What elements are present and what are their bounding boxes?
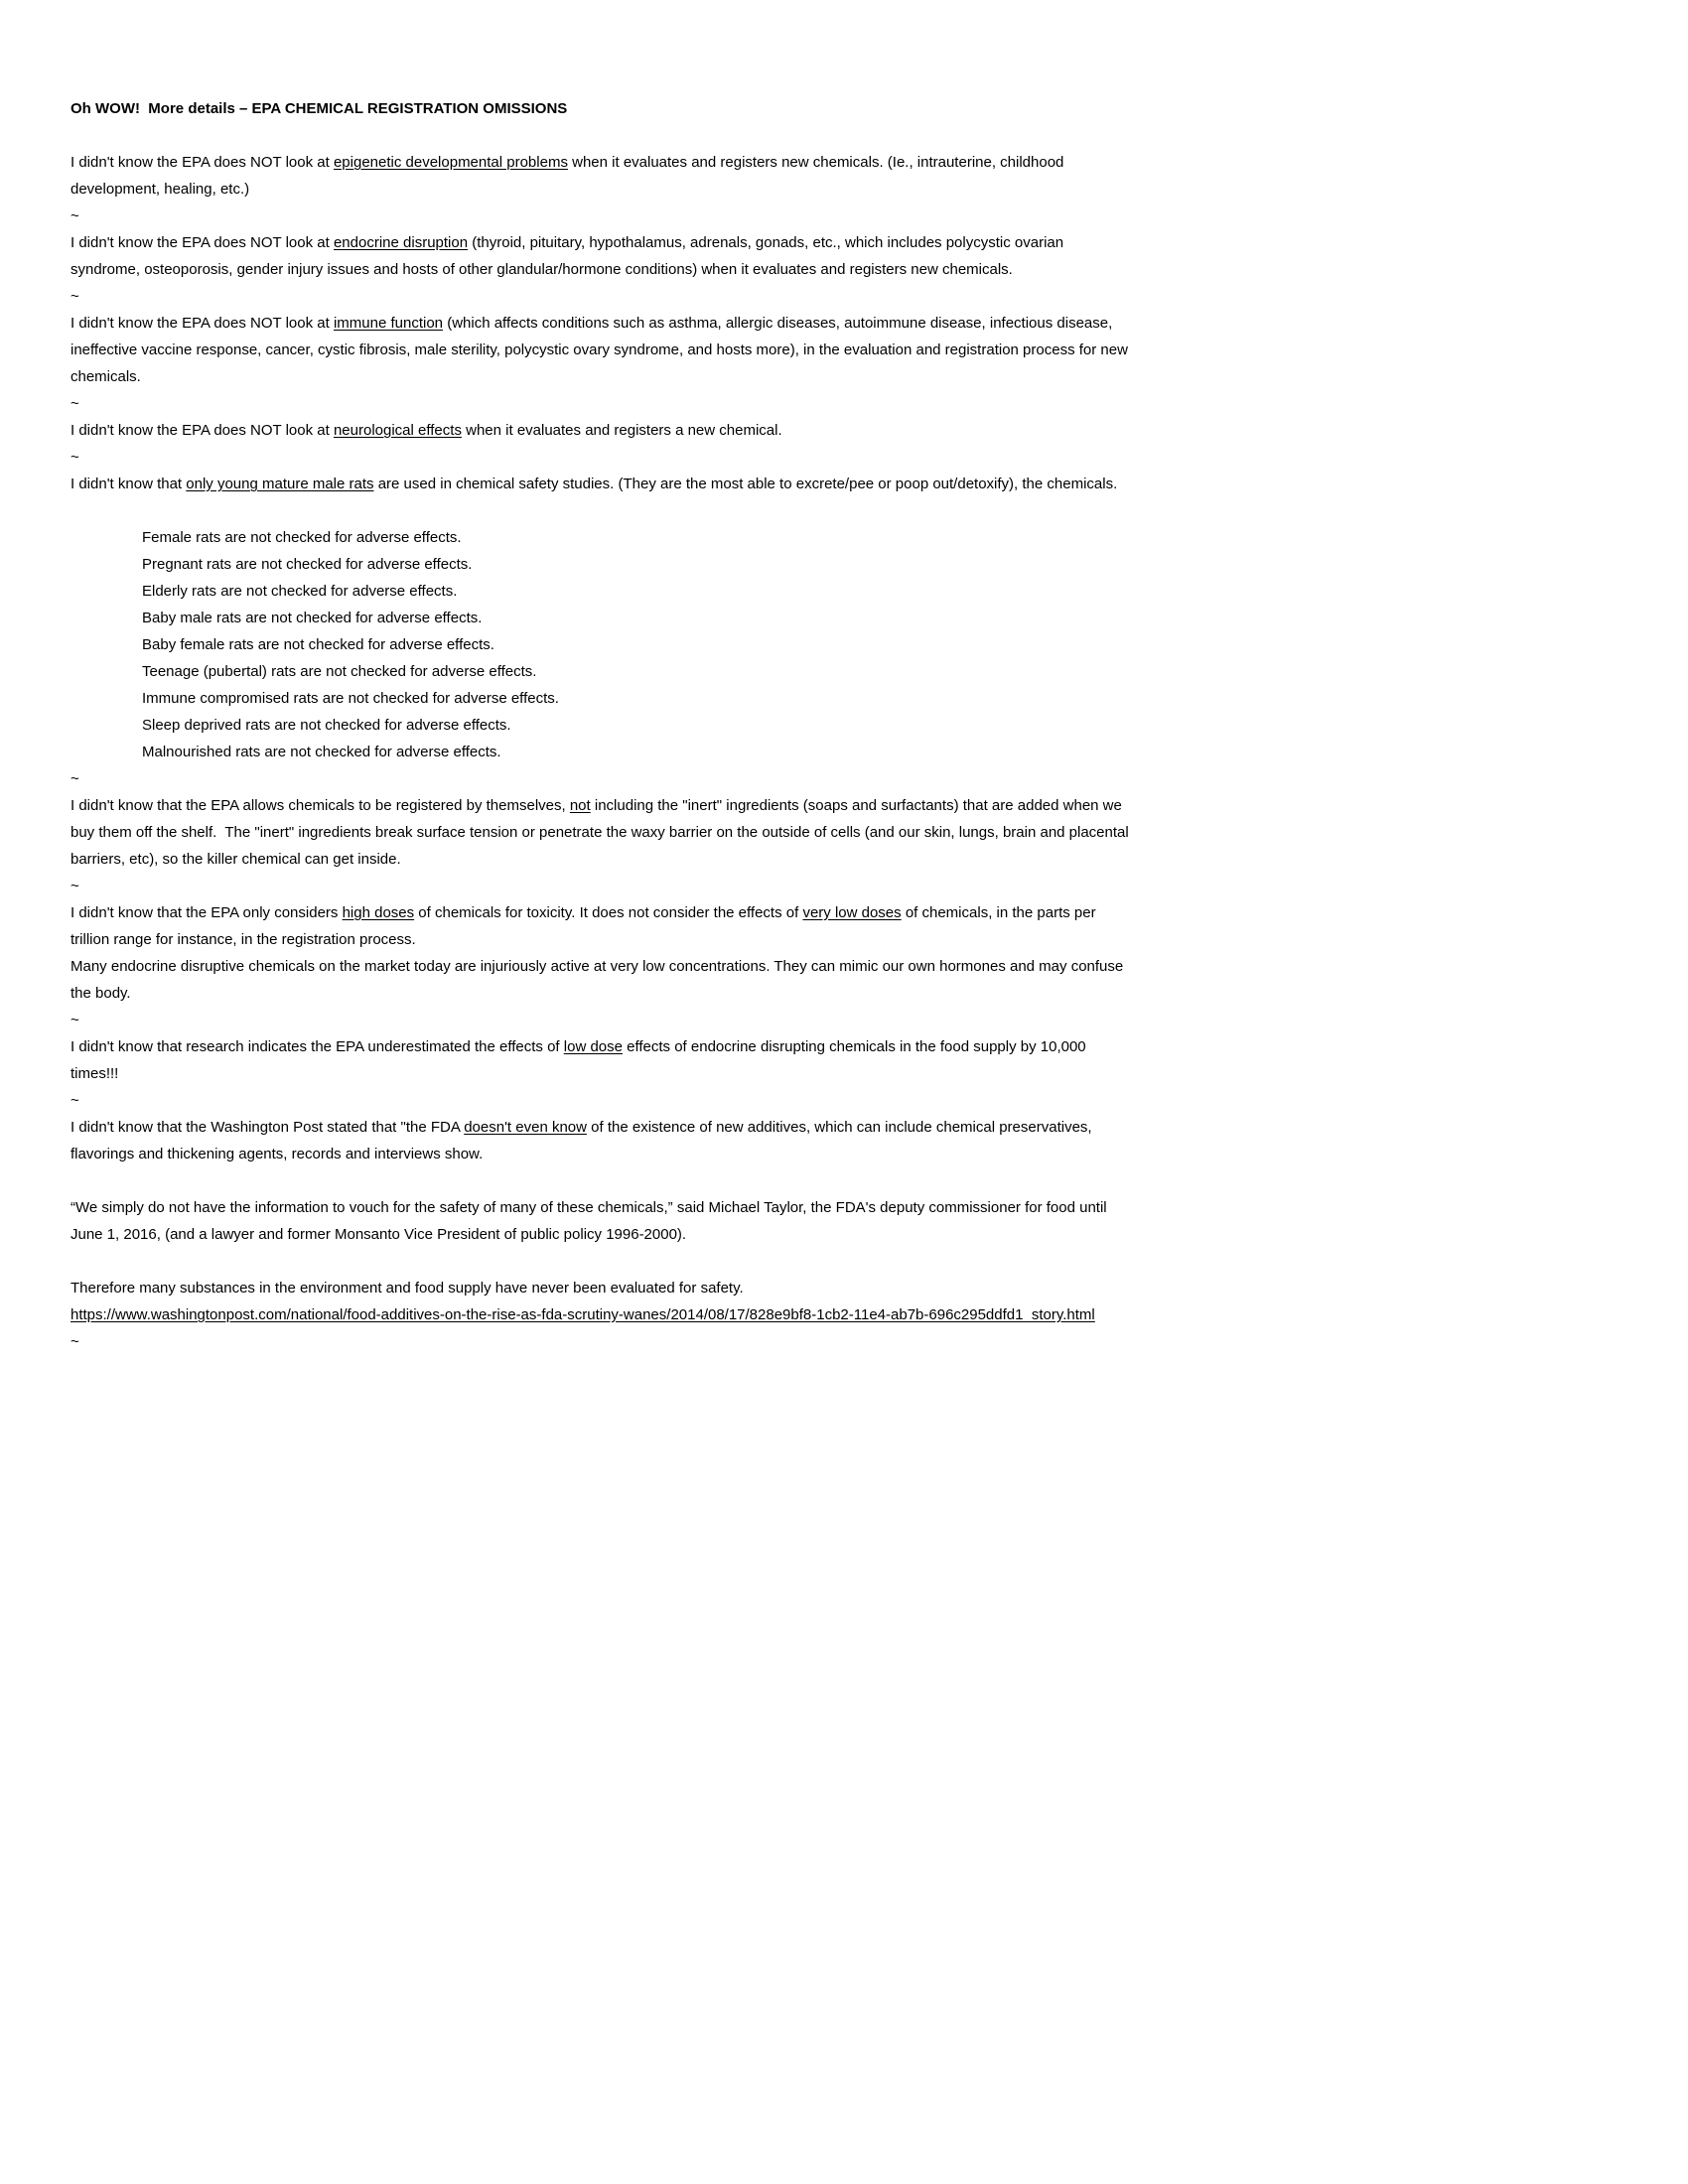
blank-line xyxy=(70,1248,1131,1275)
rat-list-item xyxy=(70,605,1131,631)
para-endocrine-disruption xyxy=(70,229,1131,283)
underlined-phrase: high doses xyxy=(342,904,415,921)
rat-list-item xyxy=(70,578,1131,605)
tilde-separator: ~ xyxy=(70,1092,79,1109)
text-run: I didn't know the EPA does NOT look at xyxy=(70,234,334,251)
text-run: Therefore many substances in the environment and food supply have never been evaluated for safety. xyxy=(70,1280,744,1297)
text-run: Baby male rats are not checked for adverse effects. xyxy=(142,610,483,626)
document-body xyxy=(70,122,1131,1355)
text-run: of the existence of new additives, which can include chemical preservatives, flavorings and thickening agents, records and interviews show. xyxy=(70,1119,1096,1162)
text-run: when it evaluates and registers new chemicals. (Ie., intrauterine, childhood development, healing, etc.) xyxy=(70,154,1068,198)
rat-list-item xyxy=(70,658,1131,685)
washingtonpost-link xyxy=(70,1301,1131,1328)
text-run: I didn't know that xyxy=(70,476,187,492)
text-run: effects of endocrine disrupting chemicals in the food supply by 10,000 times!!! xyxy=(70,1038,1090,1082)
washingtonpost-link[interactable] xyxy=(70,1306,1095,1323)
tilde-separator: ~ xyxy=(70,288,79,305)
blank-line xyxy=(70,1167,1131,1194)
underlined-phrase: low dose xyxy=(563,1038,623,1055)
blank-line xyxy=(70,497,1131,524)
text-run: I didn't know that the Washington Post stated that "the FDA xyxy=(70,1119,465,1136)
para-low-dose-underestimate xyxy=(70,1033,1131,1087)
text-run: Baby female rats are not checked for adverse effects. xyxy=(142,636,494,653)
document-page xyxy=(0,0,1131,1355)
para-epigenetic xyxy=(70,149,1131,203)
tilde-separator: ~ xyxy=(70,1333,79,1350)
rat-list-item xyxy=(70,739,1131,765)
text-run: I didn't know that research indicates the EPA underestimated the effects of xyxy=(70,1038,564,1055)
tilde-separator: ~ xyxy=(70,878,79,894)
underlined-phrase: not xyxy=(569,797,591,814)
text-run: Pregnant rats are not checked for adverse effects. xyxy=(142,556,473,573)
underlined-phrase: doesn't even know xyxy=(464,1119,587,1136)
para-never-evaluated xyxy=(70,1275,1131,1301)
text-run: I didn't know that the EPA only considers xyxy=(70,904,343,921)
rat-list-item xyxy=(70,712,1131,739)
underlined-phrase: https://www.washingtonpost.com/national/food-additives-on-the-rise-as-fda-scrutiny-wanes/2014/08/17/828e9bf8-1cb2-11e4-ab7b-696c295ddfd1_story.html xyxy=(70,1306,1095,1323)
underlined-phrase: endocrine disruption xyxy=(333,234,469,251)
text-run: Many endocrine disruptive chemicals on the market today are injuriously active at very low concentrations. They can mimic our own hormones and may confuse the body. xyxy=(70,958,1128,1002)
rat-list-item xyxy=(70,524,1131,551)
blank-line xyxy=(70,122,1131,149)
text-run: I didn't know the EPA does NOT look at xyxy=(70,422,334,439)
text-run: Malnourished rats are not checked for adverse effects. xyxy=(142,744,501,760)
tilde-separator: ~ xyxy=(70,449,79,466)
para-inert-ingredients xyxy=(70,792,1131,873)
text-run: of chemicals for toxicity. It does not consider the effects of xyxy=(414,904,803,921)
underlined-phrase: very low doses xyxy=(802,904,902,921)
text-run: (which affects conditions such as asthma, allergic diseases, autoimmune disease, infectious disease, ineffective vaccine response, cancer, cystic fibrosis, male sterility, polycystic ovary syndrome, and hosts more), in the evaluation and registration process for new chemicals. xyxy=(70,315,1133,385)
tilde-separator: ~ xyxy=(70,395,79,412)
tilde-separator: ~ xyxy=(70,1012,79,1028)
text-run: including the "inert" ingredients (soaps and surfactants) that are added when we buy them off the shelf. The "inert" ingredients break surface tension or penetrate the waxy barrier on the outside of cells (and our skin, lungs, brain and placental barriers, etc), so the killer chemical can get inside. xyxy=(70,797,1133,868)
tilde-separator: ~ xyxy=(70,207,79,224)
para-neurological-effects xyxy=(70,417,1131,444)
rat-list-item xyxy=(70,631,1131,658)
rat-list-item xyxy=(70,551,1131,578)
text-run: I didn't know the EPA does NOT look at xyxy=(70,154,334,171)
para-michael-taylor-quote xyxy=(70,1194,1131,1248)
text-run: Teenage (pubertal) rats are not checked for adverse effects. xyxy=(142,663,537,680)
text-run: when it evaluates and registers a new chemical. xyxy=(461,422,782,439)
text-run: (thyroid, pituitary, hypothalamus, adrenals, gonads, etc., which includes polycystic ovarian syndrome, osteoporosis, gender injury issues and hosts of other glandular/hormone conditions) when it evaluates and registers new chemicals. xyxy=(70,234,1068,278)
tilde-separator: ~ xyxy=(70,770,79,787)
text-run: “We simply do not have the information to vouch for the safety of many of these chemicals,” said Michael Taylor, the FDA's deputy commissioner for food until June 1, 2016, (and a lawyer and former Monsanto Vice President of public policy 1996-2000). xyxy=(70,1199,1111,1243)
text-run: I didn't know that the EPA allows chemicals to be registered by themselves, xyxy=(70,797,570,814)
para-high-doses xyxy=(70,899,1131,953)
para-immune-function xyxy=(70,310,1131,390)
underlined-phrase: epigenetic developmental problems xyxy=(333,154,568,171)
text-run: I didn't know the EPA does NOT look at xyxy=(70,315,334,332)
document-title: Oh WOW! More details – EPA CHEMICAL REGISTRATION OMISSIONS xyxy=(70,100,568,117)
text-run: Female rats are not checked for adverse effects. xyxy=(142,529,462,546)
text-run: Sleep deprived rats are not checked for adverse effects. xyxy=(142,717,511,734)
para-low-concentrations xyxy=(70,953,1131,1007)
text-run: Elderly rats are not checked for adverse effects. xyxy=(142,583,458,600)
para-washington-post xyxy=(70,1114,1131,1167)
para-male-rats xyxy=(70,471,1131,497)
text-run: of chemicals, in the parts per trillion range for instance, in the registration process. xyxy=(70,904,1100,948)
underlined-phrase: neurological effects xyxy=(333,422,462,439)
underlined-phrase: only young mature male rats xyxy=(186,476,374,492)
rat-list-item xyxy=(70,685,1131,712)
underlined-phrase: immune function xyxy=(333,315,444,332)
text-run: Immune compromised rats are not checked for adverse effects. xyxy=(142,690,559,707)
text-run: are used in chemical safety studies. (They are the most able to excrete/pee or poop out/detoxify), the chemicals. xyxy=(373,476,1118,492)
